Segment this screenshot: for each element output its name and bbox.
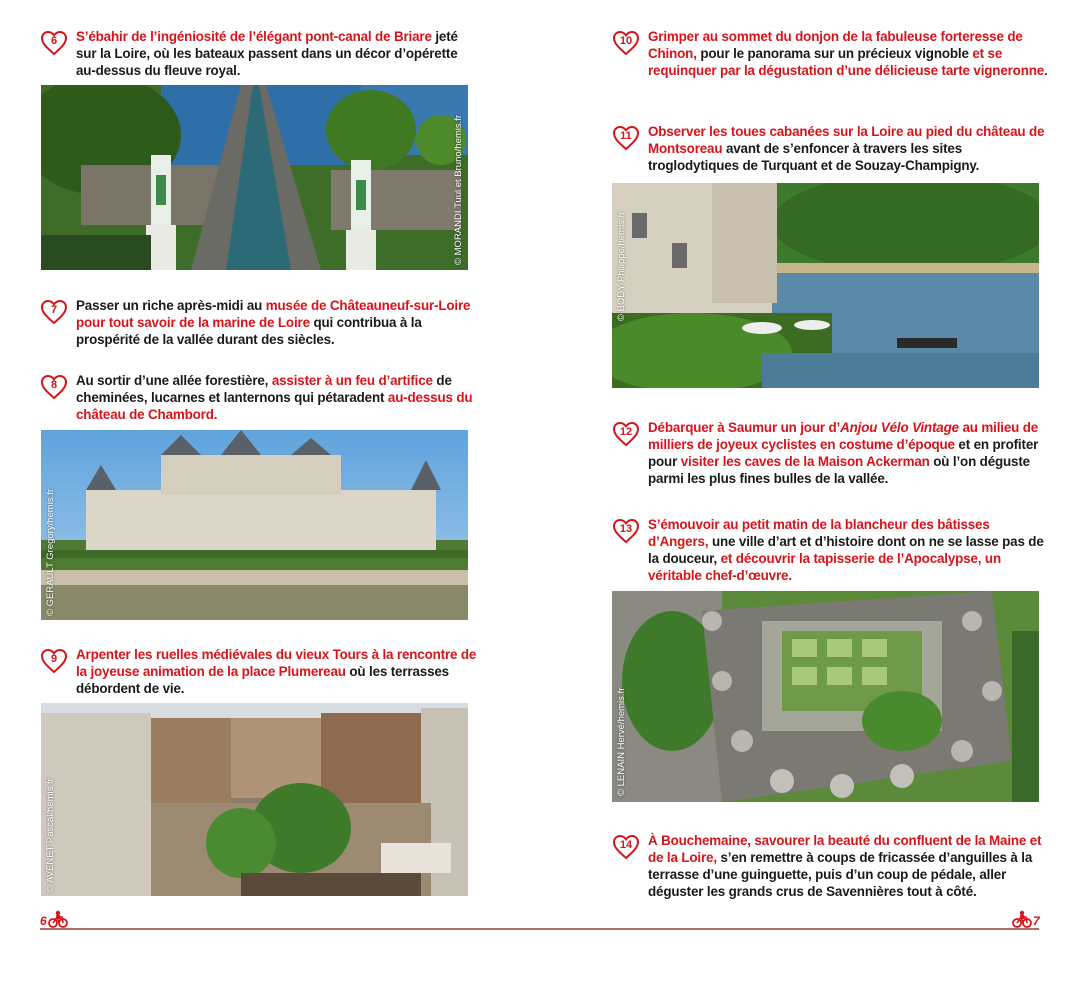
- right-page: [540, 0, 1080, 988]
- bicycle-icon: [48, 910, 68, 928]
- list-item-11: [612, 123, 1052, 174]
- page-number: 7: [1033, 914, 1040, 928]
- photo-credit: © LENAIN Hervé/hemis.fr: [616, 687, 627, 796]
- photo-chateau-chambord: [41, 430, 468, 620]
- heart-number-icon: 14: [612, 834, 640, 860]
- item-text: Au sortir d’une allée forestière, assister à un feu d’artifice de cheminées, lucarnes et lanternons qui pétaradent au-dessus du château de Chambord.: [76, 373, 473, 422]
- footer-rule: [40, 928, 540, 930]
- heart-number-icon: 13: [612, 518, 640, 544]
- list-item-10: [612, 28, 1052, 79]
- heart-number-icon: 12: [612, 421, 640, 447]
- list-item-13: [612, 516, 1052, 584]
- item-text: Passer un riche après-midi au musée de Châteauneuf-sur-Loire pour tout savoir de la marine de Loire qui contribua à la prospérité de la vallée durant des siècles.: [76, 298, 471, 347]
- item-text: S’ébahir de l’ingéniosité de l’élégant pont-canal de Briare jeté sur la Loire, où les bateaux passent dans un décor d’opérette au-dessus du fleuve royal.: [76, 29, 458, 78]
- item-text: Débarquer à Saumur un jour d’Anjou Vélo Vintage au milieu de milliers de joyeux cyclistes en costume d’époque et en profiter pour visiter les caves de la Maison Ackerman où l’on déguste parmi les plus fines bulles de la vallée.: [648, 420, 1039, 486]
- heart-number-icon: 10: [612, 30, 640, 56]
- photo-credit: © MORANDI Tuul et Bruno/hemis.fr: [453, 114, 464, 265]
- heart-number-icon: 6: [40, 30, 68, 56]
- photo-credit: © AVENET Pascal/hemis.fr: [45, 778, 56, 892]
- item-text: Observer les toues cabanées sur la Loire au pied du château de Montsoreau avant de s’enfoncer à travers les sites troglodytiques de Turquant et de Souzay-Champigny.: [648, 124, 1045, 173]
- list-item-9: [40, 646, 480, 697]
- heart-number-icon: 9: [40, 648, 68, 674]
- photo-pont-canal-briare: [41, 85, 468, 270]
- heart-number-icon: 8: [40, 374, 68, 400]
- item-text: S’émouvoir au petit matin de la blancheur des bâtisses d’Angers, une ville d’art et d’histoire dont on ne se lasse pas de la douceur, et découvrir la tapisserie de l’Apocalypse, un véritable chef-d’œuvre.: [648, 517, 1044, 583]
- page-number: 6: [40, 914, 47, 928]
- heart-number-icon: 7: [40, 299, 68, 325]
- heart-number-icon: 11: [612, 125, 640, 151]
- list-item-6: [40, 28, 480, 79]
- item-text: À Bouchemaine, savourer la beauté du confluent de la Maine et de la Loire, s’en remettre à coups de fricassée d’anguilles à la terrasse d’une guinguette, puis d’un coup de pédale, aller déguster les grands crus de Savennières tout à côté.: [648, 833, 1042, 899]
- footer-rule: [540, 928, 1039, 930]
- photo-credit: © BODY Philippe/hemis.fr: [616, 211, 627, 321]
- list-item-12: [612, 419, 1052, 487]
- photo-chateau-angers: [612, 591, 1039, 802]
- photo-place-plumereau-tours: [41, 703, 468, 896]
- photo-chateau-montsoreau: [612, 183, 1039, 388]
- list-item-14: [612, 832, 1052, 900]
- item-text: Grimper au sommet du donjon de la fabuleuse forteresse de Chinon, pour le panorama sur un précieux vignoble et se requinquer par la dégustation d’une délicieuse tarte vigneronne.: [648, 29, 1048, 78]
- list-item-7: [40, 297, 480, 348]
- list-item-8: [40, 372, 480, 423]
- bicycle-icon: [1012, 910, 1032, 928]
- item-text: Arpenter les ruelles médiévales du vieux Tours à la rencontre de la joyeuse animation de la place Plumereau où les terrasses débordent de vie.: [76, 647, 477, 696]
- photo-credit: © GERAULT Gregory/hemis.fr: [45, 488, 56, 616]
